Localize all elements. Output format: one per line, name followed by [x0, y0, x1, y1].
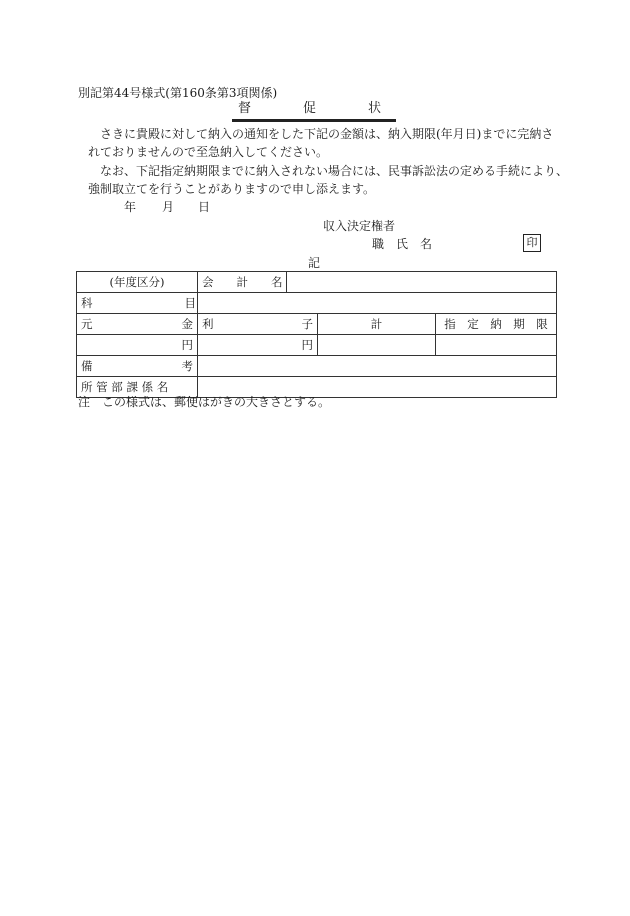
due-date-value	[436, 335, 557, 356]
table-row	[77, 335, 557, 356]
table-row	[77, 314, 557, 335]
form-reference: 別記第44号様式(第160条第3項関係)	[78, 86, 278, 100]
item-label: 科 目	[77, 293, 198, 314]
date-month: 月	[162, 200, 175, 214]
remarks-left: 備	[81, 359, 93, 373]
footnote: 注 この様式は、郵便はがきの大きさとする。	[78, 395, 331, 409]
interest-label	[198, 314, 318, 335]
principal-right: 金	[181, 317, 193, 331]
paragraph-1-line-2: れておりませんので至急納入してください。	[88, 145, 329, 159]
date-day: 日	[198, 200, 211, 214]
issuer-title-name: 職 氏 名	[372, 237, 433, 251]
interest-right: 子	[301, 317, 313, 331]
paragraph-1-line-1: さきに貴殿に対して納入の通知をした下記の金額は、納入期限(年月日)までに完納さ	[100, 127, 554, 141]
date-year: 年	[124, 200, 137, 214]
paragraph-2-line-1: なお、下記指定納期限までに納入されない場合には、民事訴訟法の定める手続により、	[100, 164, 569, 178]
issuer-authority: 収入決定権者	[323, 219, 396, 233]
document-title: 督 促 状	[238, 101, 382, 116]
table-row	[77, 272, 557, 293]
ki-label: 記	[308, 256, 321, 270]
total-value	[318, 335, 436, 356]
fiscal-year-cell: (年度区分)	[77, 272, 198, 293]
table-row	[77, 293, 557, 314]
account-name-label: 会 計 名	[198, 272, 287, 293]
paragraph-2-line-2: 強制取立てを行うことがありますので申し添えます。	[88, 182, 376, 196]
principal-yen: 円	[77, 335, 198, 356]
principal-left: 元	[81, 317, 93, 331]
seal-mark: 印	[523, 234, 541, 252]
interest-yen: 円	[198, 335, 318, 356]
department-label: 所 管 部 課 係 名	[77, 377, 198, 398]
principal-label	[77, 314, 198, 335]
remarks-right: 考	[181, 359, 193, 373]
title-underline	[232, 119, 396, 122]
remarks-value	[198, 356, 557, 377]
total-label: 計	[318, 314, 436, 335]
remarks-label	[77, 356, 198, 377]
item-value	[198, 293, 557, 314]
account-name-value	[287, 272, 557, 293]
table-row	[77, 356, 557, 377]
notice-form-table	[76, 271, 557, 398]
due-date-label: 指 定 納 期 限	[436, 314, 557, 335]
interest-left: 利	[202, 317, 214, 331]
